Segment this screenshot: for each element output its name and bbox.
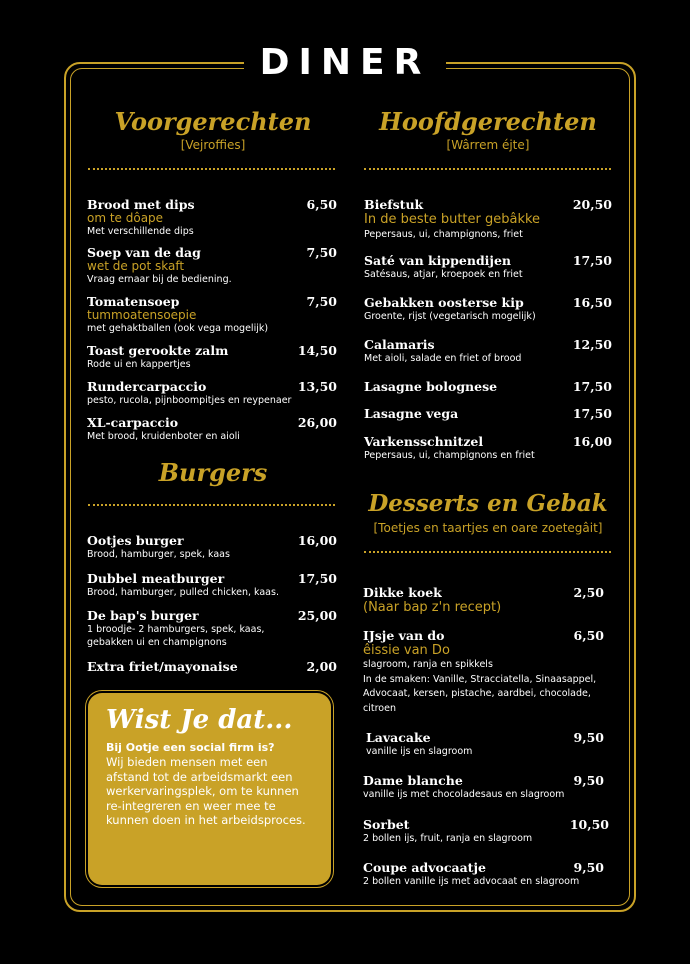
item-description: 2 bollen ijs, fruit, ranja en slagroom: [363, 833, 533, 844]
item-price: 2,00: [306, 659, 337, 674]
item-description: Brood, hamburger, pulled chicken, kaas.: [87, 587, 279, 598]
item-description: 1 broodje- 2 hamburgers, spek, kaas,: [87, 624, 265, 635]
section-subtitle-voorgerechten: [Vejroffies]: [180, 138, 246, 152]
item-name: Rundercarpaccio: [87, 379, 207, 394]
item-price: 25,00: [297, 608, 337, 623]
menu-item: [364, 197, 612, 241]
section-title-hoofdgerechten: Hoofdgerechten: [379, 107, 597, 136]
item-price: 2,50: [573, 585, 604, 600]
menu-item: [87, 659, 337, 674]
section-title-desserts: Desserts en Gebak: [368, 490, 608, 517]
menu-item: [364, 253, 612, 281]
menu-item: [363, 860, 604, 888]
menu-item: [87, 197, 337, 238]
item-price: 16,00: [572, 434, 612, 449]
menu-item: [87, 571, 337, 599]
item-description: slagroom, ranja en spikkels: [363, 659, 493, 670]
divider-voorgerechten: [88, 168, 335, 170]
item-description: Advocaat, kersen, pistache, aardbei, chocolade,: [363, 688, 591, 699]
item-dialect: êissie van Do: [363, 643, 450, 658]
menu-item: [87, 533, 337, 561]
menu-item: [364, 295, 612, 323]
menu-item: [363, 585, 604, 616]
item-name: Dikke koek: [363, 585, 442, 600]
item-name: Lasagne bolognese: [364, 379, 498, 394]
item-price: 12,50: [572, 337, 612, 352]
menu-item: [363, 628, 604, 716]
item-name: Toast gerookte zalm: [87, 343, 229, 358]
item-description: Groente, rijst (vegetarisch mogelijk): [364, 311, 536, 322]
item-name: Varkensschnitzel: [364, 434, 484, 449]
item-description: Vraag ernaar bij de bediening.: [87, 274, 232, 285]
menu-item: [87, 415, 337, 443]
item-name: Ootjes burger: [87, 533, 184, 548]
item-description: gebakken ui en champignons: [87, 637, 227, 648]
item-name: Coupe advocaatje: [363, 860, 486, 875]
menu-item: [87, 379, 337, 407]
item-name: Saté van kippendijen: [364, 253, 511, 268]
item-description: Met brood, kruidenboter en aioli: [87, 431, 240, 442]
item-name: Calamaris: [364, 337, 435, 352]
item-price: 16,00: [297, 533, 337, 548]
item-description: met gehaktballen (ook vega mogelijk): [87, 323, 269, 334]
info-box: [88, 693, 331, 885]
item-name: Tomatensoep: [87, 294, 180, 309]
divider-burgers: [88, 504, 335, 506]
item-dialect: tummoatensoepie: [87, 308, 197, 322]
menu-item: [363, 730, 604, 758]
menu-item: [364, 337, 612, 365]
item-price: 16,50: [572, 295, 612, 310]
item-dialect: (Naar bap z'n recept): [363, 600, 502, 615]
item-name: Lavacake: [366, 730, 431, 745]
menu-item: [364, 434, 612, 462]
info-box-title: Wist Je dat...: [106, 705, 293, 735]
item-price: 14,50: [297, 343, 337, 358]
item-price: 20,50: [572, 197, 612, 212]
item-name: Dame blanche: [363, 773, 463, 788]
menu-item: [87, 343, 337, 371]
item-description: In de smaken: Vanille, Stracciatella, Sinaasappel,: [363, 673, 597, 685]
info-box-question: Bij Ootje een social firm is?: [106, 741, 275, 754]
item-name: Soep van de dag: [87, 245, 201, 260]
menu-item: [87, 608, 337, 649]
item-name: Lasagne vega: [364, 406, 459, 421]
item-price: 17,50: [572, 379, 612, 394]
item-dialect: In de beste butter gebâkke: [364, 212, 541, 227]
item-name: XL-carpaccio: [87, 415, 179, 430]
section-title-burgers: Burgers: [158, 458, 268, 487]
menu-item: [87, 294, 337, 335]
page-title: DINER: [259, 42, 431, 83]
divider-hoofdgerechten: [364, 168, 611, 170]
item-description: Met verschillende dips: [87, 226, 194, 237]
item-name: Brood met dips: [87, 197, 195, 212]
item-price: 7,50: [306, 294, 337, 309]
item-description: Pepersaus, ui, champignons, friet: [364, 229, 523, 240]
item-price: 9,50: [573, 773, 604, 788]
section-title-voorgerechten: Voorgerechten: [114, 107, 312, 136]
item-dialect: wet de pot skaft: [87, 259, 185, 273]
item-price: 17,50: [572, 253, 612, 268]
item-name: Sorbet: [363, 817, 410, 832]
divider-desserts: [364, 551, 611, 553]
item-description: Brood, hamburger, spek, kaas: [87, 549, 230, 560]
item-price: 6,50: [306, 197, 337, 212]
item-name: IJsje van do: [363, 628, 445, 643]
item-price: 17,50: [297, 571, 337, 586]
menu-item: [363, 817, 609, 845]
item-description: pesto, rucola, pijnboompitjes en reypenaer: [87, 395, 292, 406]
section-subtitle-hoofdgerechten: [Wârrem éjte]: [446, 138, 530, 152]
item-description: vanille ijs en slagroom: [366, 746, 473, 757]
item-price: 26,00: [297, 415, 337, 430]
item-name: Extra friet/mayonaise: [87, 659, 238, 674]
item-description: Rode ui en kappertjes: [87, 359, 191, 370]
info-box-text: Wij bieden mensen met een afstand tot de arbeidsmarkt een werkervaringsplek, om te kunnen re-integreren en weer mee te kunnen doen in het arbeidsproces.: [106, 755, 306, 827]
item-price: 6,50: [573, 628, 604, 643]
item-price: 9,50: [573, 730, 604, 745]
item-name: Biefstuk: [364, 197, 424, 212]
item-description: citroen: [363, 702, 396, 714]
item-description: Pepersaus, ui, champignons en friet: [364, 450, 535, 461]
item-name: Dubbel meatburger: [87, 571, 225, 586]
item-price: 9,50: [573, 860, 604, 875]
item-name: Gebakken oosterse kip: [364, 295, 524, 310]
item-description: Met aioli, salade en friet of brood: [364, 353, 522, 364]
item-name: De bap's burger: [87, 608, 199, 623]
item-description: Satésaus, atjar, kroepoek en friet: [364, 269, 523, 280]
item-price: 10,50: [569, 817, 609, 832]
item-price: 13,50: [297, 379, 337, 394]
item-description: vanille ijs met chocoladesaus en slagroom: [363, 789, 565, 800]
item-dialect: om te dôape: [87, 211, 164, 225]
menu-item: [87, 245, 337, 286]
section-subtitle-desserts: [Toetjes en taartjes en oare zoetegâit]: [373, 521, 603, 535]
item-price: 17,50: [572, 406, 612, 421]
menu-item: [363, 773, 604, 801]
menu-item: [364, 406, 612, 421]
item-description: 2 bollen vanille ijs met advocaat en slagroom: [363, 876, 580, 887]
item-price: 7,50: [306, 245, 337, 260]
menu-item: [364, 379, 612, 394]
